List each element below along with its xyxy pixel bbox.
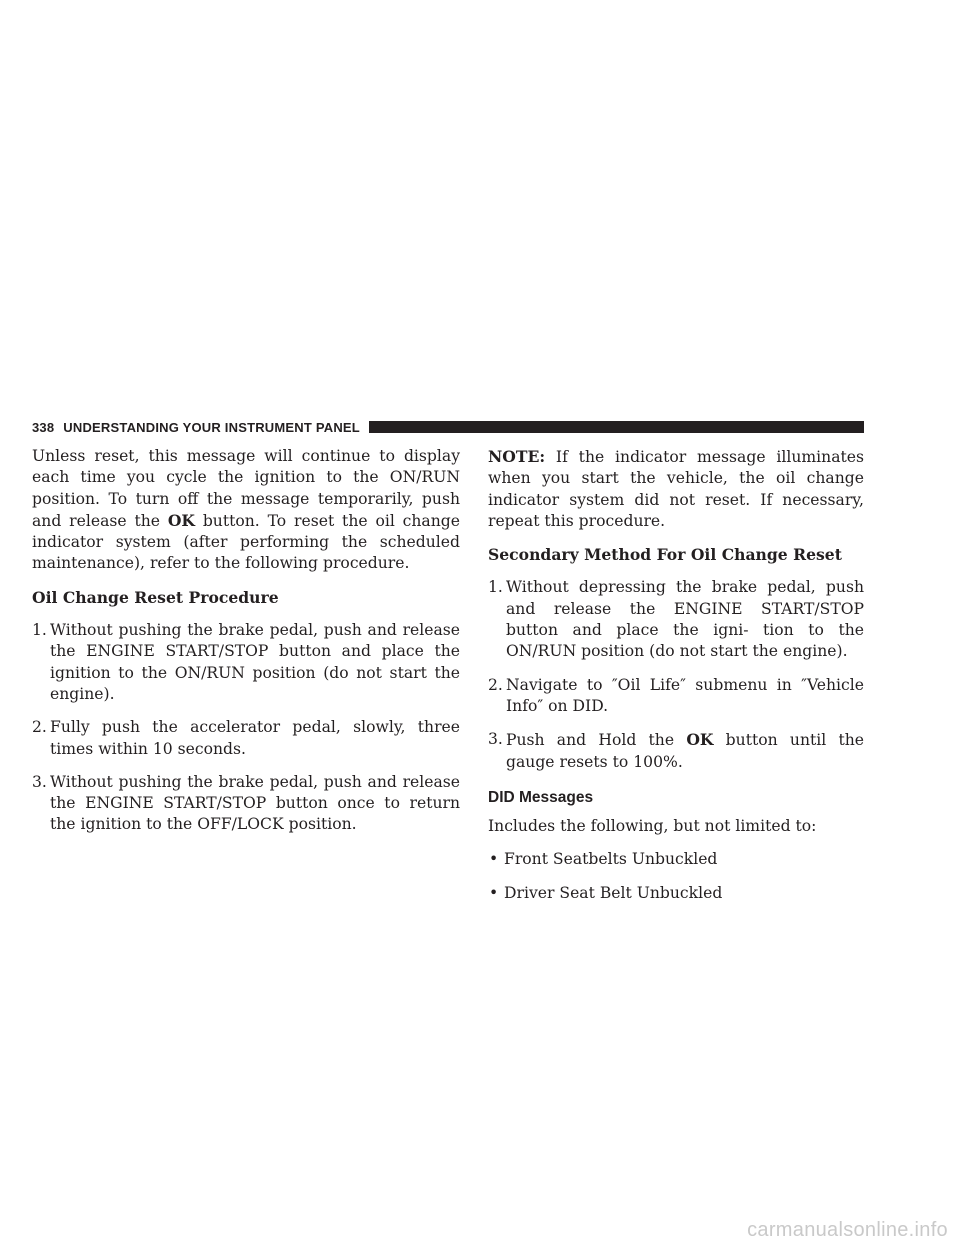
list-item — [488, 849, 864, 870]
intro-text-b: button. To reset the oil change indicator system (after performing the scheduled maintenance), refer to the following procedure. — [32, 511, 460, 573]
secondary-method-subhead: Secondary Method For Oil Change Reset — [488, 545, 842, 565]
intro-paragraph — [32, 446, 460, 575]
step3-text-a: Push and Hold the — [506, 731, 687, 750]
header-rule — [369, 421, 864, 433]
step-text — [506, 731, 864, 770]
page-header — [32, 418, 864, 436]
note-paragraph — [488, 446, 864, 532]
bullet-text: Front Seatbelts Unbuckled — [504, 850, 718, 869]
step-number: 2. — [32, 718, 47, 737]
includes-paragraph: Includes the following, but not limited to: — [488, 817, 817, 836]
step-number: 1. — [32, 621, 47, 640]
list-item — [488, 729, 864, 773]
list-item — [32, 717, 460, 760]
note-text: If the indicator message illuminates when you start the vehicle, the oil change indicator system did not reset. If necessary, repeat this procedure. — [488, 448, 864, 530]
left-column — [32, 446, 460, 848]
step-number: 3. — [32, 772, 47, 791]
ok-button-label: OK — [167, 510, 195, 530]
list-item — [32, 772, 460, 836]
list-item — [488, 577, 864, 662]
list-item — [488, 883, 864, 904]
step-number: 3. — [488, 730, 503, 749]
step-number: 2. — [488, 675, 503, 694]
ok-button-label: OK — [686, 730, 714, 750]
step-text: Without depressing the brake pedal, push and release the ENGINE START/STOP button and place the igni- tion to the ON/RUN position (do not start the engine). — [506, 578, 864, 661]
step-text: Without pushing the brake pedal, push and release the ENGINE START/STOP button and place the ignition to the ON/RUN position (do not start the engine). — [50, 621, 460, 703]
step-text: Fully push the accelerator pedal, slowly, three times within 10 seconds. — [50, 718, 460, 758]
step-number: 1. — [488, 578, 503, 597]
intro-text-a: Unless reset, this message will continue to display each time you cycle the ignition to the ON/RUN position. To turn off the message temporarily, push and release the — [32, 447, 460, 530]
note-label: NOTE: — [488, 447, 546, 466]
right-column — [488, 446, 864, 916]
list-item — [488, 675, 864, 718]
did-messages-heading: DID Messages — [488, 788, 594, 806]
watermark: carmanualsonline.info — [747, 1219, 948, 1241]
page-number: 338 — [32, 419, 55, 435]
list-item — [32, 620, 460, 705]
bullet-icon: • — [489, 850, 499, 869]
section-title: UNDERSTANDING YOUR INSTRUMENT PANEL — [63, 419, 360, 435]
reset-procedure-subhead: Oil Change Reset Procedure — [32, 587, 279, 607]
step-text: Navigate to ″Oil Life″ submenu in ″Vehicle Info″ on DID. — [506, 675, 864, 715]
bullet-text: Driver Seat Belt Unbuckled — [504, 883, 723, 902]
step3-text-b: button until the gauge resets to 100%. — [506, 731, 864, 771]
step-text: Without pushing the brake pedal, push and release the ENGINE START/STOP button once to return the ignition to the OFF/LOCK position. — [50, 772, 460, 834]
bullet-icon: • — [489, 883, 499, 902]
